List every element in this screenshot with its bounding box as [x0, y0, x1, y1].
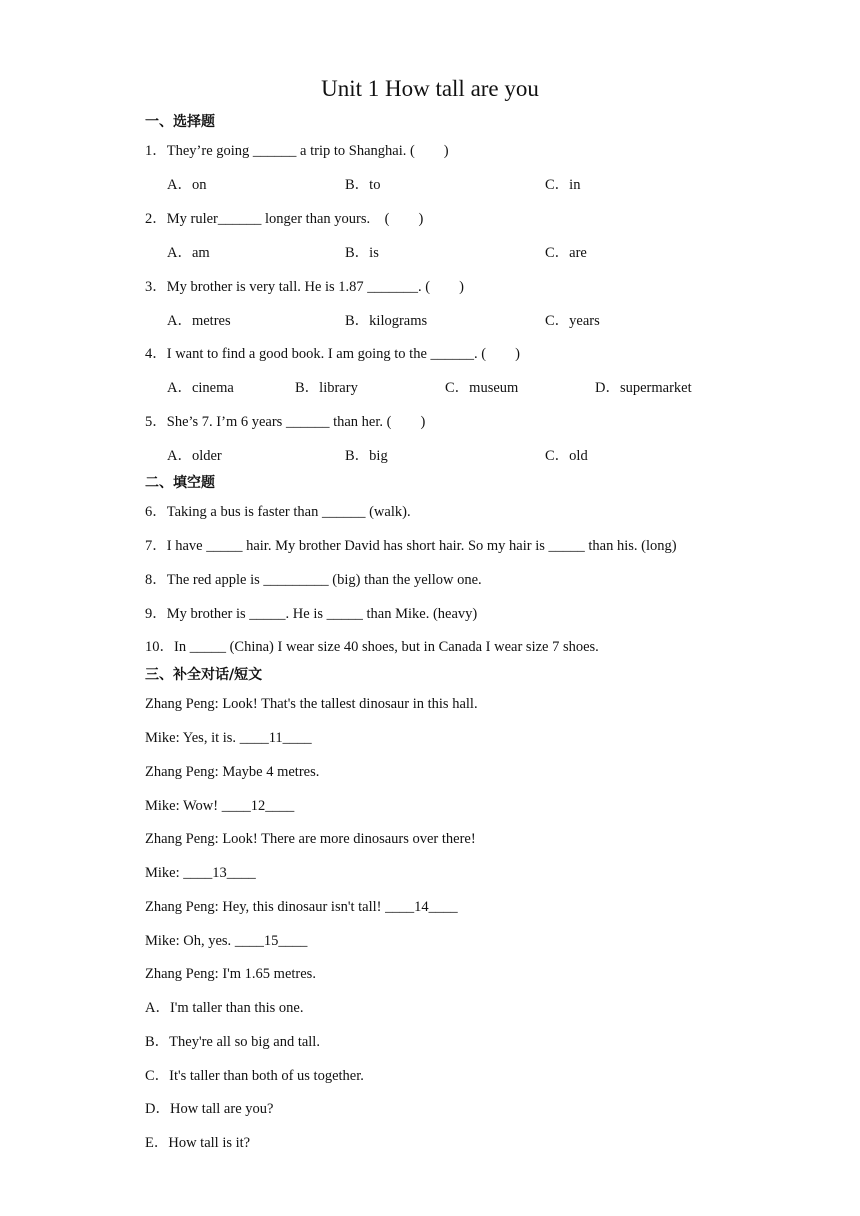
dialogue-text: Zhang Peng: I'm 1.65 metres.: [145, 966, 316, 982]
q1-option-c: C．in: [545, 177, 581, 193]
question-9: 9．My brother is _____. He is _____ than Mike. (heavy): [145, 606, 478, 622]
answer-choice-a: A．I'm taller than this one.: [145, 1000, 304, 1016]
blank-11: ____11____: [239, 730, 312, 746]
q1-option-a: A．on: [167, 177, 207, 193]
q1-option-b: B．to: [345, 177, 381, 193]
dialogue-line: [145, 863, 256, 883]
blank-12: ____12____: [221, 798, 295, 814]
answer-choice-c: C．It's taller than both of us together.: [145, 1068, 364, 1084]
question-8: 8．The red apple is _________ (big) than the yellow one.: [145, 572, 482, 588]
q2-option-c: C．are: [545, 245, 587, 261]
q3-option-c: C．years: [545, 313, 600, 329]
q5-option-c: C．old: [545, 448, 588, 464]
q3-option-b: B．kilograms: [345, 313, 428, 329]
q4-option-c: C．museum: [445, 380, 519, 396]
answer-choice-b: B．They're all so big and tall.: [145, 1034, 320, 1050]
dialogue-text: Mike: Wow!: [145, 798, 222, 814]
question-5: 5．She’s 7. I’m 6 years ______ than her. ( ): [145, 414, 426, 430]
section-heading-choice: 一、选择题: [145, 114, 215, 130]
question-6: 6．Taking a bus is faster than ______ (walk).: [145, 504, 411, 520]
question-10: 10．In _____ (China) I wear size 40 shoes, but in Canada I wear size 7 shoes.: [145, 639, 599, 655]
dialogue-line: [145, 931, 307, 951]
dialogue-text: Mike: Oh, yes.: [145, 933, 235, 949]
dialogue-text: Mike:: [145, 865, 184, 881]
dialogue-text: Mike: Yes, it is.: [145, 730, 240, 746]
dialogue-line: [145, 762, 319, 782]
answer-choice-d: D．How tall are you?: [145, 1101, 274, 1117]
page-title: Unit 1 How tall are you: [321, 76, 539, 101]
question-2: 2．My ruler______ longer than yours. ( ): [145, 211, 424, 227]
dialogue-text: Zhang Peng: Look! There are more dinosaurs over there!: [145, 831, 476, 847]
q4-option-b: B．library: [295, 380, 358, 396]
q2-option-a: A．am: [167, 245, 210, 261]
dialogue-line: [145, 897, 458, 917]
blank-15: ____15____: [234, 933, 308, 949]
question-3: 3．My brother is very tall. He is 1.87 _______. ( ): [145, 279, 464, 295]
question-1: 1．They’re going ______ a trip to Shanghai. ( ): [145, 143, 449, 159]
q3-option-a: A．metres: [167, 313, 231, 329]
blank-13: ____13____: [183, 865, 256, 881]
dialogue-text: Zhang Peng: Maybe 4 metres.: [145, 764, 320, 780]
q4-option-d: D．supermarket: [595, 380, 692, 396]
q4-option-a: A．cinema: [167, 380, 234, 396]
q5-option-a: A．older: [167, 448, 222, 464]
dialogue-line: [145, 694, 478, 714]
dialogue-line: [145, 728, 312, 748]
dialogue-text: Zhang Peng: Hey, this dinosaur isn't tall!: [145, 899, 386, 915]
dialogue-line: [145, 829, 476, 849]
q5-option-b: B．big: [345, 448, 388, 464]
question-4: 4．I want to find a good book. I am going to the ______. ( ): [145, 346, 520, 362]
dialogue-line: [145, 964, 316, 984]
q2-option-b: B．is: [345, 245, 379, 261]
section-heading-dialogue: 三、补全对话/短文: [145, 667, 263, 683]
question-7: 7．I have _____ hair. My brother David has short hair. So my hair is _____ than his. (long): [145, 538, 677, 554]
dialogue-text: Zhang Peng: Look! That's the tallest dinosaur in this hall.: [145, 696, 478, 712]
dialogue-line: [145, 796, 294, 816]
section-heading-fill: 二、填空题: [145, 475, 215, 491]
blank-14: ____14____: [385, 899, 458, 915]
answer-choice-e: E．How tall is it?: [145, 1135, 251, 1151]
